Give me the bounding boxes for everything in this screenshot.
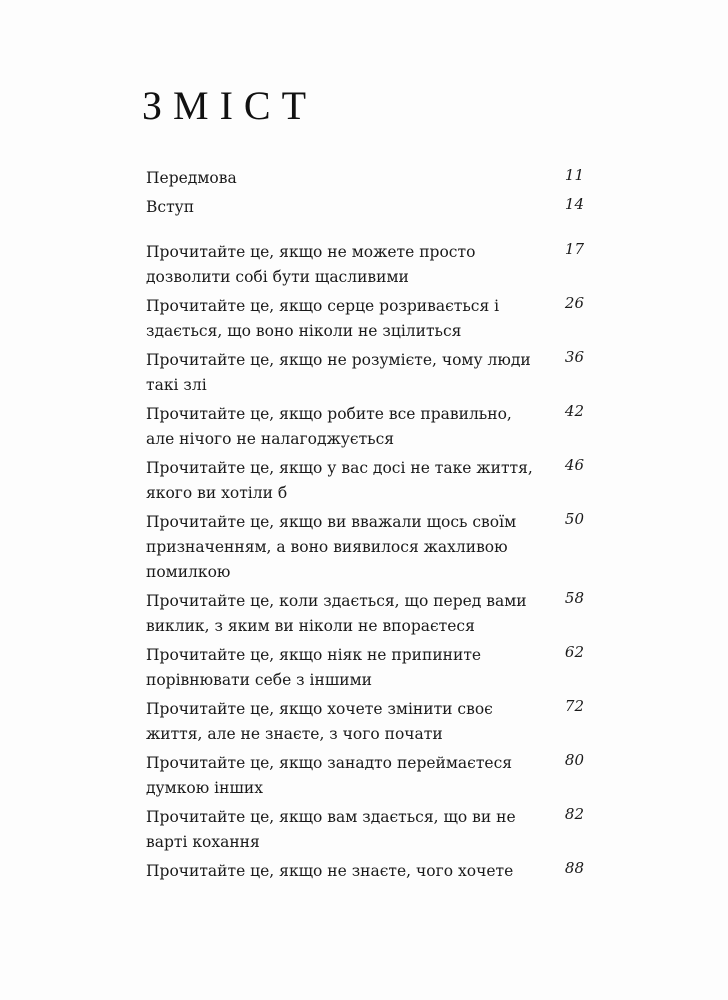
toc-entry-title: Прочитайте це, якщо робите все правильно, але нічого не налагоджується: [146, 405, 512, 448]
toc-entry-chapter: [146, 348, 586, 398]
toc-entry-chapter: [146, 697, 586, 747]
toc-page-number: 46: [564, 456, 584, 474]
toc-page-number: 17: [564, 240, 584, 258]
toc-entry-title: Прочитайте це, якщо не розумієте, чому люди такі злі: [146, 351, 531, 394]
toc-entry-title: Прочитайте це, якщо хочете змінити своє життя, але не знаєте, з чого почати: [146, 700, 493, 743]
toc-entry-chapter: [146, 589, 586, 639]
toc-entry-title: Прочитайте це, якщо вам здається, що ви не варті кохання: [146, 808, 516, 851]
toc-entry-chapter: [146, 643, 586, 693]
toc-entry-chapter: [146, 240, 586, 290]
toc-page-number: 82: [564, 805, 584, 823]
toc-page-number: 80: [564, 751, 584, 769]
toc-page-number: 88: [564, 859, 584, 877]
toc-page-number: 72: [564, 697, 584, 715]
toc-entry-preface: [146, 166, 586, 191]
toc-entry-title: Прочитайте це, якщо не знаєте, чого хочете: [146, 862, 514, 880]
toc-page-number: 11: [564, 166, 584, 184]
toc-entry-chapter: [146, 751, 586, 801]
toc-entry-introduction: [146, 195, 586, 220]
toc-entry-title: Прочитайте це, якщо серце розривається і здається, що воно ніколи не зцілиться: [146, 297, 500, 340]
toc-page-number: 62: [564, 643, 584, 661]
toc-entry-title: Прочитайте це, якщо не можете просто дозволити собі бути щасливими: [146, 243, 476, 286]
toc-entry-title: Вступ: [146, 198, 195, 216]
toc-page-number: 50: [564, 510, 584, 528]
toc-entry-chapter: [146, 859, 586, 884]
toc-entry-title: Прочитайте це, якщо у вас досі не таке життя, якого ви хотіли б: [146, 459, 533, 502]
toc-entry-chapter: [146, 402, 586, 452]
toc-entry-chapter: [146, 805, 586, 855]
toc-page-number: 26: [564, 294, 584, 312]
toc-page-number: 58: [564, 589, 584, 607]
toc-page-number: 36: [564, 348, 584, 366]
table-of-contents: [146, 166, 586, 884]
toc-entry-chapter: [146, 510, 586, 585]
toc-entry-title: Прочитайте це, якщо ніяк не припините порівнювати себе з іншими: [146, 646, 482, 689]
toc-entry-title: Передмова: [146, 169, 237, 187]
toc-entry-chapter: [146, 456, 586, 506]
toc-entry-title: Прочитайте це, якщо ви вважали щось своїм призначенням, а воно виявилося жахливою помилкою: [146, 513, 517, 581]
toc-entry-chapter: [146, 294, 586, 344]
toc-entry-title: Прочитайте це, якщо занадто переймаєтеся думкою інших: [146, 754, 513, 797]
toc-entry-title: Прочитайте це, коли здається, що перед вами виклик, з яким ви ніколи не впораєтеся: [146, 592, 527, 635]
toc-page-number: 42: [564, 402, 584, 420]
page-title: ЗМІСТ: [142, 83, 318, 128]
toc-page-number: 14: [564, 195, 584, 213]
